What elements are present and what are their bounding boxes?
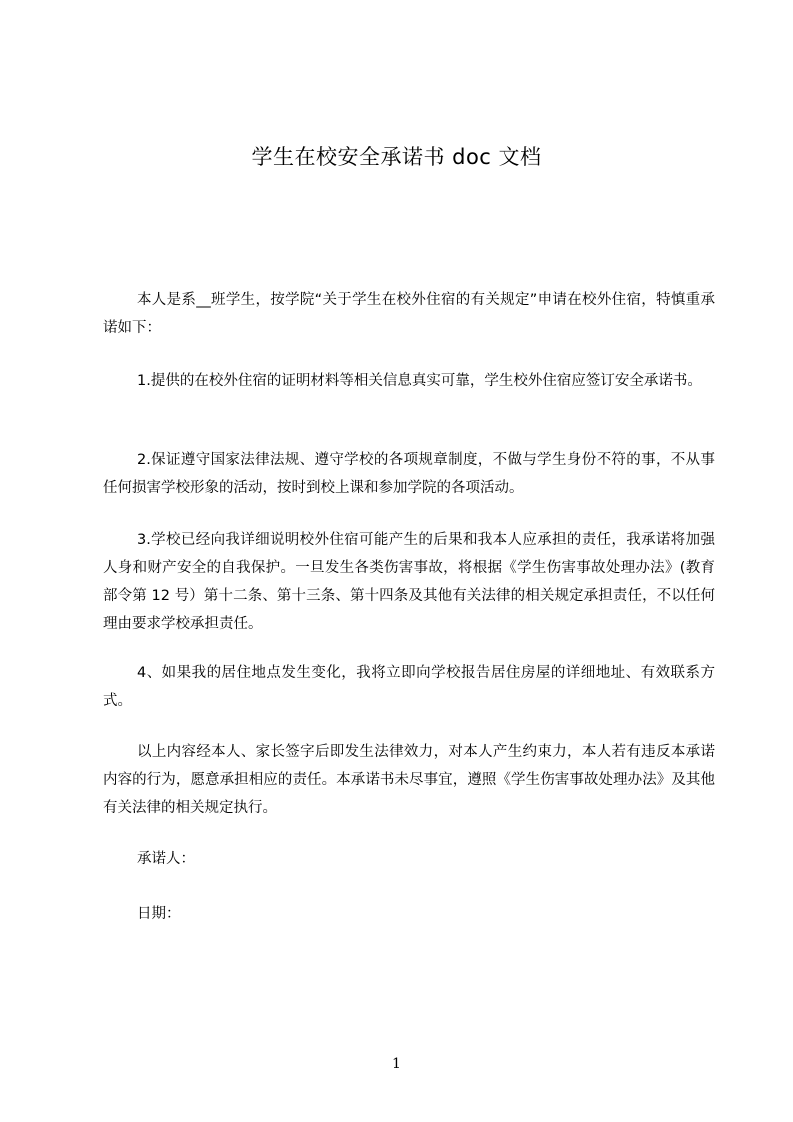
page-number: 1 <box>392 1056 401 1072</box>
intro-paragraph: 本人是系__班学生，按学院“关于学生在校外住宿的有关规定”申请在校外住宿，特慎重承诺如下： <box>103 292 715 336</box>
commitment-item-3: 3.学校已经向我详细说明校外住宿可能产生的后果和我本人应承担的责任，我承诺将加强人身和财产安全的自我保护。一旦发生各类伤害事故，将根据《学生伤害事故处理办法》(教育部令第 12 号）第十二条、第十三条、第十四条及其他有关法律的相关规定承担责任，不以任何理由要求学校承担责任。 <box>103 532 715 632</box>
commitment-item-4: 4、如果我的居住地点发生变化，我将立即向学校报告居住房屋的详细地址、有效联系方式。 <box>103 665 715 709</box>
commitment-item-1: 1.提供的在校外住宿的证明材料等相关信息真实可靠，学生校外住宿应签订安全承诺书。 <box>137 373 702 389</box>
document-title: 学生在校安全承诺书 doc 文档 <box>251 145 542 169</box>
closing-paragraph: 以上内容经本人、家长签字后即发生法律效力，对本人产生约束力，本人若有违反本承诺内容的行为，愿意承担相应的责任。本承诺书未尽事宜，遵照《学生伤害事故处理办法》及其他有关法律的相关规定执行。 <box>103 744 715 816</box>
commitment-item-2: 2.保证遵守国家法律法规、遵守学校的各项规章制度，不做与学生身份不符的事，不从事任何损害学校形象的活动，按时到校上课和参加学院的各项活动。 <box>103 452 715 496</box>
date-label: 日期： <box>137 906 181 922</box>
signature-label: 承诺人： <box>137 851 195 867</box>
